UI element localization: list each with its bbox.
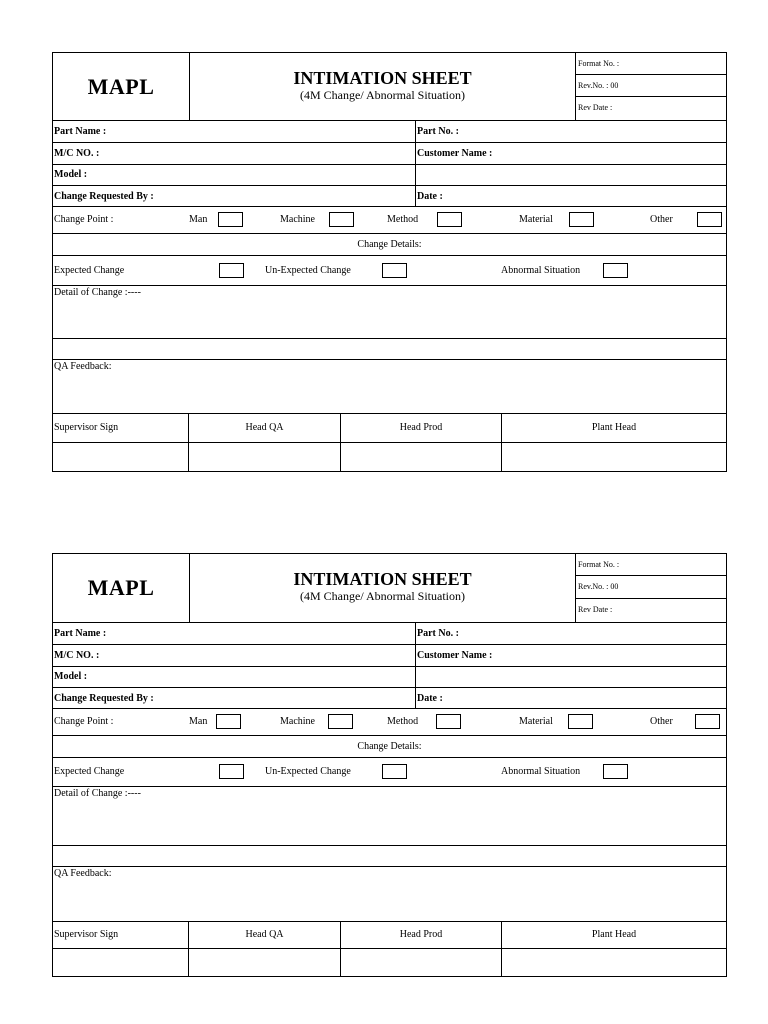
detail-of-change-label: Detail of Change :---- — [54, 788, 141, 799]
format-info — [576, 53, 726, 120]
head-prod-label: Head Prod — [399, 422, 443, 433]
change-requested-by-label: Change Requested By : — [54, 693, 154, 704]
unexpected-change-checkbox[interactable] — [382, 263, 407, 278]
change-point-label: Change Point : — [54, 716, 114, 727]
detail-of-change-label: Detail of Change :---- — [54, 287, 141, 298]
customer-name-label: Customer Name : — [417, 650, 493, 661]
requested-by-row — [53, 688, 726, 709]
qa-feedback-area[interactable] — [53, 867, 726, 922]
abnormal-situation-label: Abnormal Situation — [501, 766, 581, 777]
change-type-row — [53, 758, 726, 787]
change-point-label: Change Point : — [54, 214, 114, 225]
form-header — [53, 53, 726, 121]
cp-material-label: Material — [519, 716, 553, 727]
abnormal-situation-label: Abnormal Situation — [501, 265, 581, 276]
model-label: Model : — [54, 169, 88, 180]
qa-feedback-label: QA Feedback: — [54, 361, 112, 372]
part-name-label: Part Name : — [54, 628, 107, 639]
blank-row[interactable] — [53, 339, 726, 360]
unexpected-change-label: Un-Expected Change — [265, 265, 351, 276]
company-logo: MAPL — [87, 575, 155, 600]
company-logo: MAPL — [87, 73, 155, 99]
change-point-row — [53, 207, 726, 234]
plant-head-label: Plant Head — [591, 929, 637, 940]
part-no-label: Part No. : — [417, 628, 459, 639]
rev-date: Rev Date : — [578, 605, 613, 614]
cp-method-checkbox[interactable] — [436, 714, 461, 729]
mc-no-label: M/C NO. : — [54, 148, 100, 159]
signature-header-row — [53, 922, 726, 949]
cp-other-checkbox[interactable] — [695, 714, 720, 729]
expected-change-checkbox[interactable] — [219, 263, 244, 278]
form-title: INTIMATION SHEET — [293, 569, 472, 589]
supervisor-sign-label: Supervisor Sign — [54, 929, 119, 940]
change-type-row — [53, 256, 726, 286]
intimation-sheet-form-2 — [52, 553, 727, 977]
cp-other-checkbox[interactable] — [697, 212, 722, 227]
change-details-row — [53, 234, 726, 256]
model-row — [53, 165, 726, 186]
title-box — [189, 554, 576, 622]
format-no: Format No. : — [576, 554, 726, 576]
change-point-row — [53, 709, 726, 736]
cp-man-label: Man — [189, 214, 208, 225]
cp-machine-label: Machine — [280, 214, 315, 225]
cp-machine-label: Machine — [280, 716, 315, 727]
title-box — [189, 53, 576, 120]
part-no-label: Part No. : — [417, 126, 459, 137]
part-row — [53, 121, 726, 143]
expected-change-label: Expected Change — [54, 265, 125, 276]
change-details-heading: Change Details: — [357, 741, 422, 752]
detail-of-change-area[interactable] — [53, 787, 726, 846]
cp-material-checkbox[interactable] — [569, 212, 594, 227]
signature-row — [53, 443, 726, 471]
intimation-sheet-form-1 — [52, 52, 727, 472]
form-subtitle: (4M Change/ Abnormal Situation) — [300, 88, 465, 102]
plant-head-label: Plant Head — [591, 422, 637, 433]
form-header — [53, 554, 726, 623]
detail-of-change-area[interactable] — [53, 286, 726, 339]
head-qa-label: Head QA — [245, 422, 284, 433]
format-info — [576, 554, 726, 622]
head-prod-label: Head Prod — [399, 929, 443, 940]
cp-other-label: Other — [650, 716, 673, 727]
cp-man-checkbox[interactable] — [218, 212, 243, 227]
supervisor-sign-label: Supervisor Sign — [54, 422, 119, 433]
cp-man-checkbox[interactable] — [216, 714, 241, 729]
rev-date: Rev Date : — [578, 103, 613, 112]
form-subtitle: (4M Change/ Abnormal Situation) — [300, 589, 465, 603]
requested-by-row — [53, 186, 726, 207]
part-row — [53, 623, 726, 645]
format-no: Format No. : — [576, 53, 726, 75]
signature-header-row — [53, 414, 726, 443]
rev-no: Rev.No. : 00 — [576, 576, 726, 599]
expected-change-label: Expected Change — [54, 766, 125, 777]
date-label: Date : — [417, 191, 443, 202]
cp-method-label: Method — [387, 716, 419, 727]
unexpected-change-label: Un-Expected Change — [265, 766, 351, 777]
customer-name-label: Customer Name : — [417, 148, 493, 159]
change-details-row — [53, 736, 726, 758]
rev-no: Rev.No. : 00 — [576, 75, 726, 97]
cp-machine-checkbox[interactable] — [328, 714, 353, 729]
cp-man-label: Man — [189, 716, 208, 727]
qa-feedback-label: QA Feedback: — [54, 868, 112, 879]
cp-machine-checkbox[interactable] — [329, 212, 354, 227]
model-row — [53, 667, 726, 688]
signature-row — [53, 949, 726, 976]
date-label: Date : — [417, 693, 443, 704]
qa-feedback-area[interactable] — [53, 360, 726, 414]
head-qa-label: Head QA — [245, 929, 284, 940]
cp-method-label: Method — [387, 214, 419, 225]
change-requested-by-label: Change Requested By : — [54, 191, 154, 202]
mc-row — [53, 143, 726, 165]
blank-row[interactable] — [53, 846, 726, 867]
cp-method-checkbox[interactable] — [437, 212, 462, 227]
model-label: Model : — [54, 671, 88, 682]
cp-material-label: Material — [519, 214, 553, 225]
cp-other-label: Other — [650, 214, 673, 225]
mc-no-label: M/C NO. : — [54, 650, 100, 661]
expected-change-checkbox[interactable] — [219, 764, 244, 779]
part-name-label: Part Name : — [54, 126, 107, 137]
abnormal-situation-checkbox[interactable] — [603, 764, 628, 779]
change-details-heading: Change Details: — [357, 239, 422, 250]
abnormal-situation-checkbox[interactable] — [603, 263, 628, 278]
cp-material-checkbox[interactable] — [568, 714, 593, 729]
unexpected-change-checkbox[interactable] — [382, 764, 407, 779]
mc-row — [53, 645, 726, 667]
form-title: INTIMATION SHEET — [293, 68, 472, 88]
